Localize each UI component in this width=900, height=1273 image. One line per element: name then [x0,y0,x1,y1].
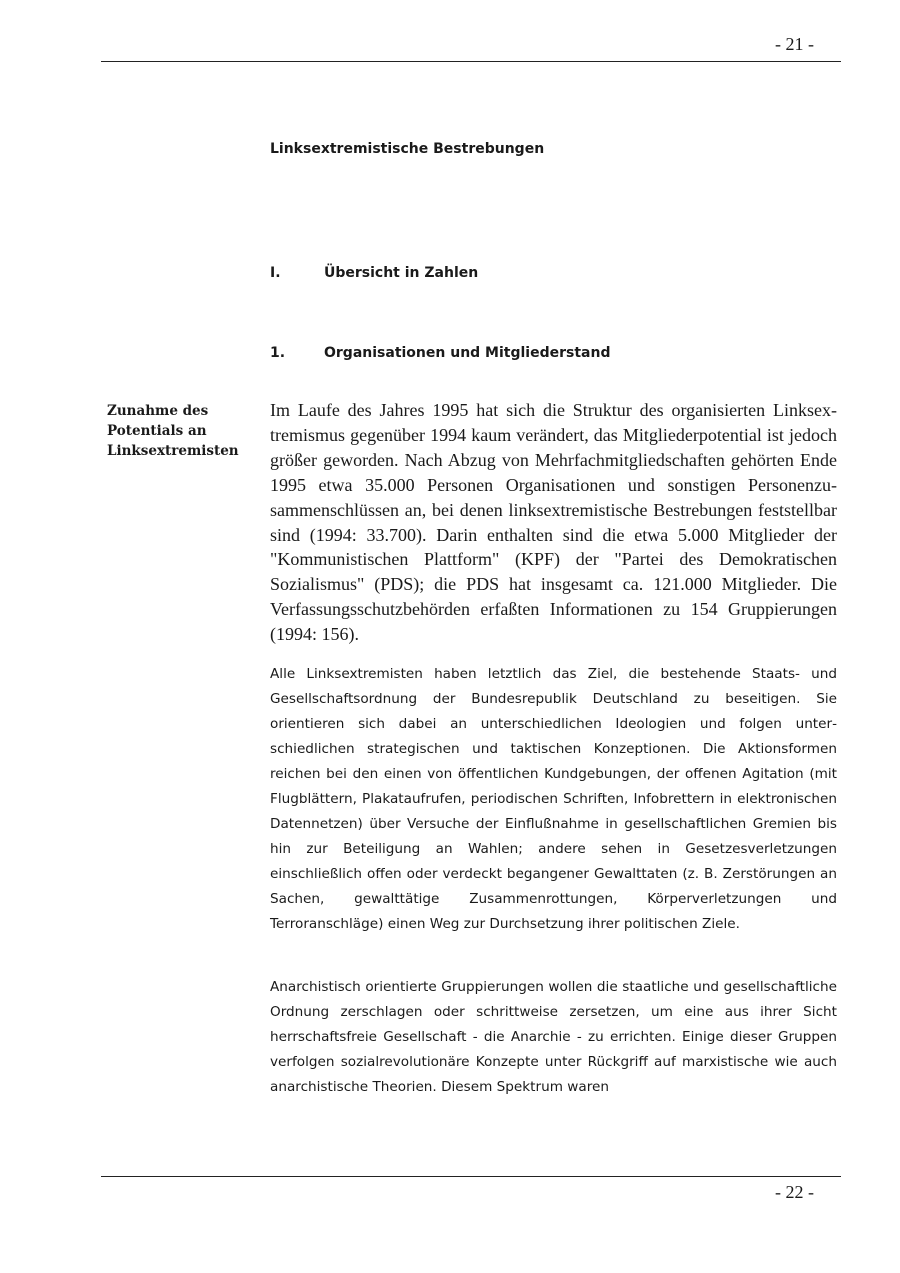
paragraph-goals: Alle Linksextremisten haben letztlich das Ziel, die bestehende Staats- und Gesellschaftsordnung der Bundesrepublik Deutschland zu beseitigen. Sie orientieren sich dabei an unterschiedlichen Ideologien und folgen unterschiedlichen strategischen und taktischen Konzeptionen. Die Aktionsformen reichen bei den einen von öffentlichen Kundgebungen, der offenen Agitation (mit Flugblättern, Plakataufrufen, periodischen Schriften, Infobrettern in elektronischen Datennetzen) über Versuche der Einflußnahme in gesellschaftlichen Gremien bis hin zur Beteiligung an Wahlen; andere sehen in Gesetzesverletzungen einschließlich offen oder verdeckt begangener Gewalttaten (z. B. Zerstörungen an Sachen, gewalttätige Zusammenrottungen, Körperverletzungen und Terroranschläge) einen Weg zur Durchsetzung ihrer politischen Ziele. [270,666,837,932]
section-heading [270,265,478,281]
chapter-title: Linksextremistische Bestrebungen [270,141,545,157]
section-number: I. [270,265,281,281]
margin-note: Zunahme des Potentials an Linksextremisten [107,403,239,459]
subsection-title: Organisationen und Mitgliederstand [324,345,611,361]
paragraph-intro: Im Laufe des Jahres 1995 hat sich die Struktur des organisierten Linksextremismus gegenüber 1994 kaum verändert, das Mitgliederpotential ist jedoch größer geworden. Nach Abzug von Mehrfachmitgliedschaften gehörten Ende 1995 etwa 35.000 Personen Organisationen und sonstigen Personenzusammenschlüssen an, bei denen linksextremistische Bestrebungen feststellbar sind (1994: 33.700). Darin enthalten sind die etwa 5.000 Mitglieder der "Kommunistischen Plattform" (KPF) der "Partei des Demokratischen Sozialismus" (PDS); die PDS hat insgesamt ca. 121.000 Mitglieder. Die Verfassungsschutzbehörden erfaßten Informationen zu 154 Gruppierungen (1994: 156). [270,400,837,645]
subsection-number: 1. [270,345,286,361]
header-rule [101,61,841,62]
section-title: Übersicht in Zahlen [324,265,479,281]
footer-rule [101,1176,841,1177]
page-number-top: - 21 - [775,34,814,54]
page-number-bottom: - 22 - [775,1182,814,1202]
subsection-heading [270,345,610,361]
paragraph-anarchists: Anarchistisch orientierte Gruppierungen wollen die staatliche und gesellschaftliche Ordnung zerschlagen oder schrittweise zersetzen, um eine aus ihrer Sicht herrschaftsfreie Gesellschaft - die Anarchie - zu errichten. Einige dieser Gruppen verfolgen sozialrevolutionäre Konzepte unter Rückgriff auf marxistische wie auch anarchistische Theorien. Diesem Spektrum waren [270,979,837,1095]
